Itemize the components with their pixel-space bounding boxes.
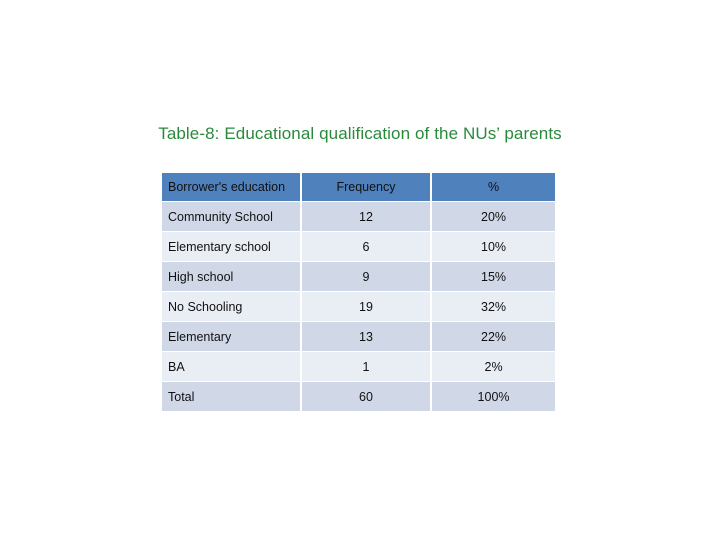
table-title: Table-8: Educational qualification of the NUs’ parents xyxy=(158,124,562,143)
education-cell: Elementary xyxy=(162,322,301,352)
education-cell: No Schooling xyxy=(162,292,301,322)
table-row xyxy=(162,232,555,262)
table-row xyxy=(162,322,555,352)
percent-cell: 2% xyxy=(431,352,555,382)
header-percent: % xyxy=(431,173,555,202)
percent-cell: 22% xyxy=(431,322,555,352)
frequency-cell: 60 xyxy=(301,382,431,412)
frequency-cell: 6 xyxy=(301,232,431,262)
header-row xyxy=(162,173,555,202)
header-education: Borrower's education xyxy=(162,173,301,202)
percent-cell: 32% xyxy=(431,292,555,322)
percent-cell: 100% xyxy=(431,382,555,412)
frequency-cell: 12 xyxy=(301,202,431,232)
frequency-cell: 9 xyxy=(301,262,431,292)
education-cell: Elementary school xyxy=(162,232,301,262)
frequency-cell: 13 xyxy=(301,322,431,352)
education-cell: Total xyxy=(162,382,301,412)
percent-cell: 10% xyxy=(431,232,555,262)
education-cell: High school xyxy=(162,262,301,292)
table-row xyxy=(162,262,555,292)
education-cell: Community School xyxy=(162,202,301,232)
table-row xyxy=(162,352,555,382)
table-row xyxy=(162,292,555,322)
frequency-cell: 19 xyxy=(301,292,431,322)
total-row xyxy=(162,382,555,412)
education-table xyxy=(162,173,555,412)
percent-cell: 20% xyxy=(431,202,555,232)
percent-cell: 15% xyxy=(431,262,555,292)
header-frequency: Frequency xyxy=(301,173,431,202)
frequency-cell: 1 xyxy=(301,352,431,382)
table-row xyxy=(162,202,555,232)
education-cell: BA xyxy=(162,352,301,382)
